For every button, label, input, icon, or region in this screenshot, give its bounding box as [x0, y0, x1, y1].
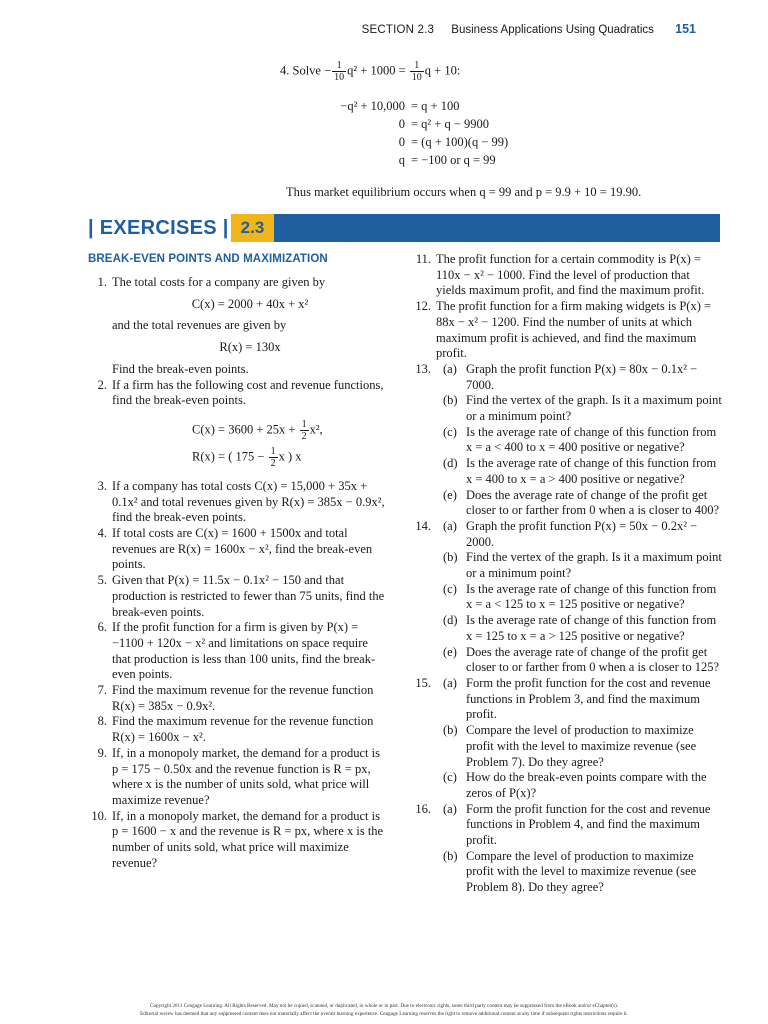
- exercise-16: [412, 802, 722, 896]
- fraction-numerator: 1: [410, 60, 424, 72]
- exercise-part: [412, 393, 722, 424]
- part-text: Is the average rate of change of this function from x = a < 125 to x = 125 positive or negative?: [466, 581, 717, 612]
- exercise-7: [88, 683, 388, 714]
- right-column: [412, 252, 722, 896]
- exercise-part: [412, 362, 722, 393]
- part-label: (a): [443, 518, 457, 533]
- exercise-text: If a firm has the following cost and revenue functions, find the break-even points.: [112, 377, 384, 408]
- exercise-8: [88, 714, 388, 745]
- exercise-number: 13.: [415, 361, 431, 376]
- part-text: Is the average rate of change of this function from x = a < 400 to x = 400 positive or negative?: [466, 424, 717, 455]
- exercise-number: 10.: [91, 808, 107, 823]
- copyright-line: Editorial review has deemed that any suppressed content does not materially affect the overall learning experience. Cengage Learning reserves the right to remove additional content at any time if subsequent rights restrictions require it.: [140, 1011, 628, 1017]
- step-rhs: = −100 or q = 99: [411, 153, 496, 167]
- equation-part: R(x) = ( 175 −: [192, 449, 268, 464]
- revenue-equation: [192, 446, 388, 469]
- part-text: Is the average rate of change of this function from x = 400 to x = a > 400 positive or negative?: [466, 456, 717, 486]
- exercise-part: [412, 676, 722, 723]
- fraction: [410, 60, 424, 83]
- exercise-number: 7.: [97, 683, 107, 698]
- part-label: (b): [443, 550, 458, 565]
- part-text: Find the vertex of the graph. Is it a maximum point or a minimum point?: [466, 550, 722, 581]
- exercise-text: If, in a monopoly market, the demand for a product is p = 175 − 0.50x and the revenue function is R = px, where x is the number of units sold, what price will maximize revenue?: [112, 745, 380, 807]
- exercise-9: [88, 746, 388, 809]
- part-label: (a): [443, 361, 457, 376]
- cost-equation: [192, 419, 388, 442]
- part-label: (b): [443, 723, 458, 738]
- exercise-part: [412, 613, 722, 644]
- fraction-numerator: 1: [301, 418, 307, 430]
- example-equation: [280, 60, 700, 83]
- fraction-denominator: 10: [334, 72, 345, 83]
- part-label: (b): [443, 393, 458, 408]
- fraction-denominator: 2: [270, 457, 276, 469]
- exercise-part: [412, 425, 722, 456]
- part-label: (d): [443, 456, 458, 471]
- example-prefix: 4. Solve −: [280, 63, 332, 78]
- exercise-1: [88, 275, 388, 378]
- exercise-number: 5.: [97, 573, 107, 588]
- exercise-number: 9.: [97, 745, 107, 760]
- example-step: [280, 151, 700, 169]
- subheading: BREAK-EVEN POINTS AND MAXIMIZATION: [88, 253, 328, 265]
- step-lhs: q: [398, 153, 405, 167]
- part-label: (d): [443, 613, 458, 628]
- step-lhs: 0: [398, 117, 405, 131]
- exercise-5: [88, 573, 388, 620]
- fraction-numerator: 1: [270, 445, 276, 457]
- exercise-13: [412, 362, 722, 519]
- part-text: Is the average rate of change of this function from x = 125 to x = a > 125 positive or negative?: [466, 613, 717, 643]
- part-text: Does the average rate of change of the profit get closer to or farther from 0 when a is closer to 125?: [466, 644, 720, 675]
- exercise-text: If, in a monopoly market, the demand for a product is p = 1600 − x and the revenue is R = px, where x is the number of units sold, what price will maximize revenue?: [112, 808, 384, 870]
- example-middle: q² + 1000 =: [347, 63, 409, 78]
- exercise-text: Find the break-even points.: [112, 361, 249, 376]
- exercise-number: 2.: [97, 377, 107, 392]
- part-label: (c): [443, 581, 457, 596]
- exercise-2: [88, 378, 388, 469]
- exercise-number: 15.: [415, 675, 431, 690]
- step-lhs: −q² + 10,000: [340, 99, 405, 113]
- part-text: Graph the profit function P(x) = 50x − 0.2x² − 2000.: [466, 518, 698, 549]
- part-label: (c): [443, 770, 457, 785]
- running-head: [362, 22, 696, 36]
- part-text: How do the break-even points compare with the zeros of P(x)?: [466, 770, 707, 800]
- exercise-14: [412, 519, 722, 676]
- part-label: (c): [443, 424, 457, 439]
- step-rhs: = (q + 100)(q − 99): [411, 135, 509, 149]
- exercise-text: and the total revenues are given by: [112, 318, 287, 333]
- step-rhs: = q + 100: [411, 99, 460, 113]
- part-text: Compare the level of production to maximize profit with the level to maximize revenue (see Problem 7). Do they agree?: [466, 723, 697, 769]
- exercise-part: [412, 723, 722, 770]
- part-text: Compare the level of production to maximize profit with the level to maximize revenue (see Problem 8). Do they agree?: [466, 848, 697, 895]
- equation-part: C(x) = 3600 + 25x +: [192, 422, 299, 437]
- part-label: (a): [443, 801, 457, 816]
- exercise-text: If the profit function for a firm is given by P(x) = −1100 + 120x − x² and limitations on space require that production is less than 100 units, find the break-even points.: [112, 620, 376, 682]
- exercise-text: Given that P(x) = 11.5x − 0.1x² − 150 and that production is restricted to fewer than 75 units, find the break-even points.: [112, 573, 385, 619]
- left-column: [88, 252, 388, 872]
- exercise-text: Find the maximum revenue for the revenue function R(x) = 385x − 0.9x².: [112, 683, 374, 713]
- exercise-number: 8.: [97, 714, 107, 729]
- exercise-part: [412, 582, 722, 613]
- exercise-3: [88, 479, 388, 526]
- section-label: SECTION 2.3: [361, 24, 435, 36]
- fraction-denominator: 2: [301, 430, 307, 442]
- exercise-4: [88, 526, 388, 573]
- exercise-part: [412, 488, 722, 519]
- exercise-number: 6.: [97, 620, 107, 635]
- exercise-number: 11.: [415, 252, 431, 266]
- part-label: (e): [443, 644, 457, 659]
- fraction: [332, 60, 346, 83]
- revenue-equation: R(x) = 130x: [219, 340, 281, 355]
- exercise-part: [412, 770, 722, 801]
- exercise-12: [412, 299, 722, 362]
- exercise-part: [412, 550, 722, 581]
- part-text: Find the vertex of the graph. Is it a maximum point or a minimum point?: [466, 393, 722, 424]
- fraction: [300, 419, 309, 442]
- exercise-text: The profit function for a firm making widgets is P(x) = 88x − x² − 1200. Find the number of units at which maximum profit is achieved, and find the maximum profit.: [436, 299, 712, 361]
- exercise-number: 3.: [97, 478, 107, 493]
- worked-example: [280, 60, 700, 201]
- example-suffix: q + 10:: [424, 63, 461, 78]
- part-label: (e): [443, 487, 457, 502]
- cost-equation: C(x) = 2000 + 40x + x²: [191, 296, 309, 311]
- exercise-part: [412, 456, 722, 487]
- exercise-number: 4.: [97, 526, 107, 541]
- exercise-text: If total costs are C(x) = 1600 + 1500x and total revenues are R(x) = 1600x − x², find the break-even points.: [112, 526, 373, 572]
- example-steps: [280, 97, 700, 169]
- exercise-part: [412, 645, 722, 676]
- part-text: Form the profit function for the cost and revenue functions in Problem 4, and find the maximum profit.: [466, 801, 711, 848]
- part-label: (a): [443, 675, 457, 690]
- copyright-line: Copyright 2011 Cengage Learning. All Rights Reserved. May not be copied, scanned, or duplicated, in whole or in part. Due to electronic rights, some third party content may be suppressed from the eBook and/or eChapter(s).: [149, 1003, 618, 1009]
- fraction: [269, 446, 278, 469]
- fraction-denominator: 10: [411, 72, 422, 83]
- exercise-6: [88, 620, 388, 683]
- exercise-number: 12.: [415, 299, 431, 314]
- step-lhs: 0: [398, 135, 405, 149]
- part-text: Does the average rate of change of the profit get closer to or farther from 0 when a is closer to 400?: [466, 487, 720, 518]
- exercise-number: 1.: [97, 275, 107, 289]
- example-step: [280, 115, 700, 133]
- example-step: [280, 97, 700, 115]
- exercise-part: [412, 849, 722, 896]
- exercise-text: Find the maximum revenue for the revenue function R(x) = 1600x − x².: [112, 714, 374, 745]
- example-conclusion: Thus market equilibrium occurs when q = 99 and p = 9.9 + 10 = 19.90.: [286, 185, 642, 199]
- part-text: Graph the profit function P(x) = 80x − 0.1x² − 7000.: [466, 361, 698, 392]
- exercise-11: [412, 252, 722, 299]
- exercise-number: 14.: [415, 518, 431, 533]
- copyright-footer: [0, 1002, 768, 1018]
- section-title: Business Applications Using Quadratics: [451, 24, 654, 36]
- step-rhs: = q² + q − 9900: [411, 117, 490, 131]
- exercises-banner: [88, 214, 720, 242]
- exercises-label: | EXERCISES |: [88, 214, 231, 242]
- page-number: 151: [675, 22, 696, 36]
- part-label: (b): [443, 848, 458, 863]
- fraction-numerator: 1: [332, 60, 346, 72]
- exercise-15: [412, 676, 722, 802]
- exercise-part: [412, 519, 722, 550]
- exercise-number: 16.: [415, 801, 431, 816]
- exercise-text: The profit function for a certain commodity is P(x) = 110x − x² − 1000. Find the level of production that yields maximum profit, and find the maximum profit.: [436, 252, 705, 298]
- exercise-text: The total costs for a company are given by: [112, 275, 326, 289]
- exercises-number: 2.3: [231, 214, 274, 242]
- exercise-part: [412, 802, 722, 849]
- part-text: Form the profit function for the cost and revenue functions in Problem 3, and find the maximum profit.: [466, 675, 711, 722]
- exercise-text: If a company has total costs C(x) = 15,000 + 35x + 0.1x² and total revenues given by R(x) = 385x − 0.9x², find the break-even points.: [112, 478, 385, 525]
- example-step: [280, 133, 700, 151]
- exercise-10: [88, 809, 388, 872]
- equation-part: x ) x: [278, 449, 302, 464]
- equation-part: x²,: [309, 422, 323, 437]
